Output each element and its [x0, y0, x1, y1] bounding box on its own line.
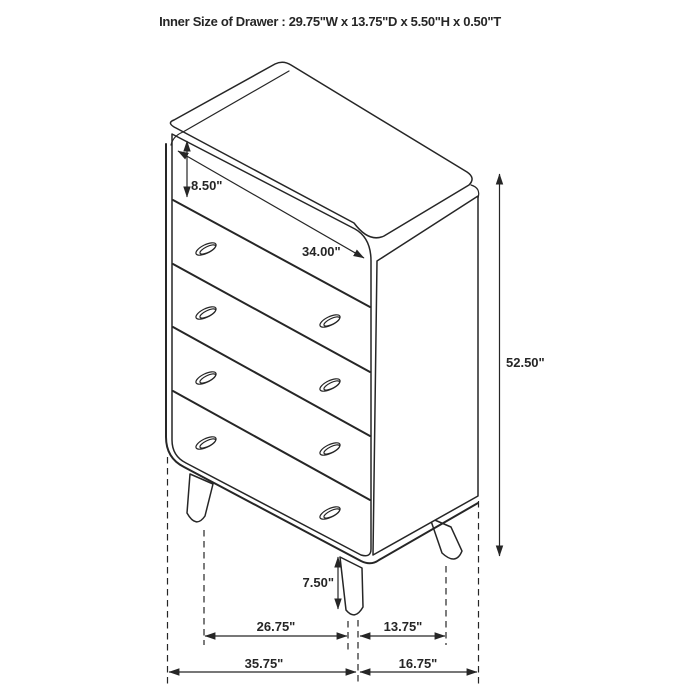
dim-label-leg-height: 7.50": [302, 575, 334, 590]
dim-label-overall-width: 35.75": [244, 656, 284, 671]
dim-front-leg-spacing: [205, 619, 347, 636]
dim-label-top-drawer-height: 8.50": [191, 178, 223, 193]
dim-overall-width: [169, 656, 356, 672]
front-right-leg: [340, 557, 363, 615]
dim-label-top-front-width: 34.00": [302, 244, 341, 259]
chest-side: [373, 196, 478, 555]
dim-label-front-leg-spacing: 26.75": [256, 619, 296, 634]
dim-leg-height: [303, 557, 338, 609]
dim-side-leg-spacing: [360, 619, 445, 636]
diagram-title: Inner Size of Drawer : 29.75"W x 13.75"D x 5.50"H x 0.50"T: [159, 14, 501, 29]
back-right-leg: [430, 518, 462, 559]
dim-overall-depth: [360, 656, 477, 672]
dim-overall-height: [500, 174, 545, 556]
dim-label-side-leg-spacing: 13.75": [383, 619, 423, 634]
dim-label-overall-depth: 16.75": [398, 656, 438, 671]
dim-label-overall-height: 52.50": [506, 355, 545, 370]
chest-drawing: [166, 62, 479, 615]
